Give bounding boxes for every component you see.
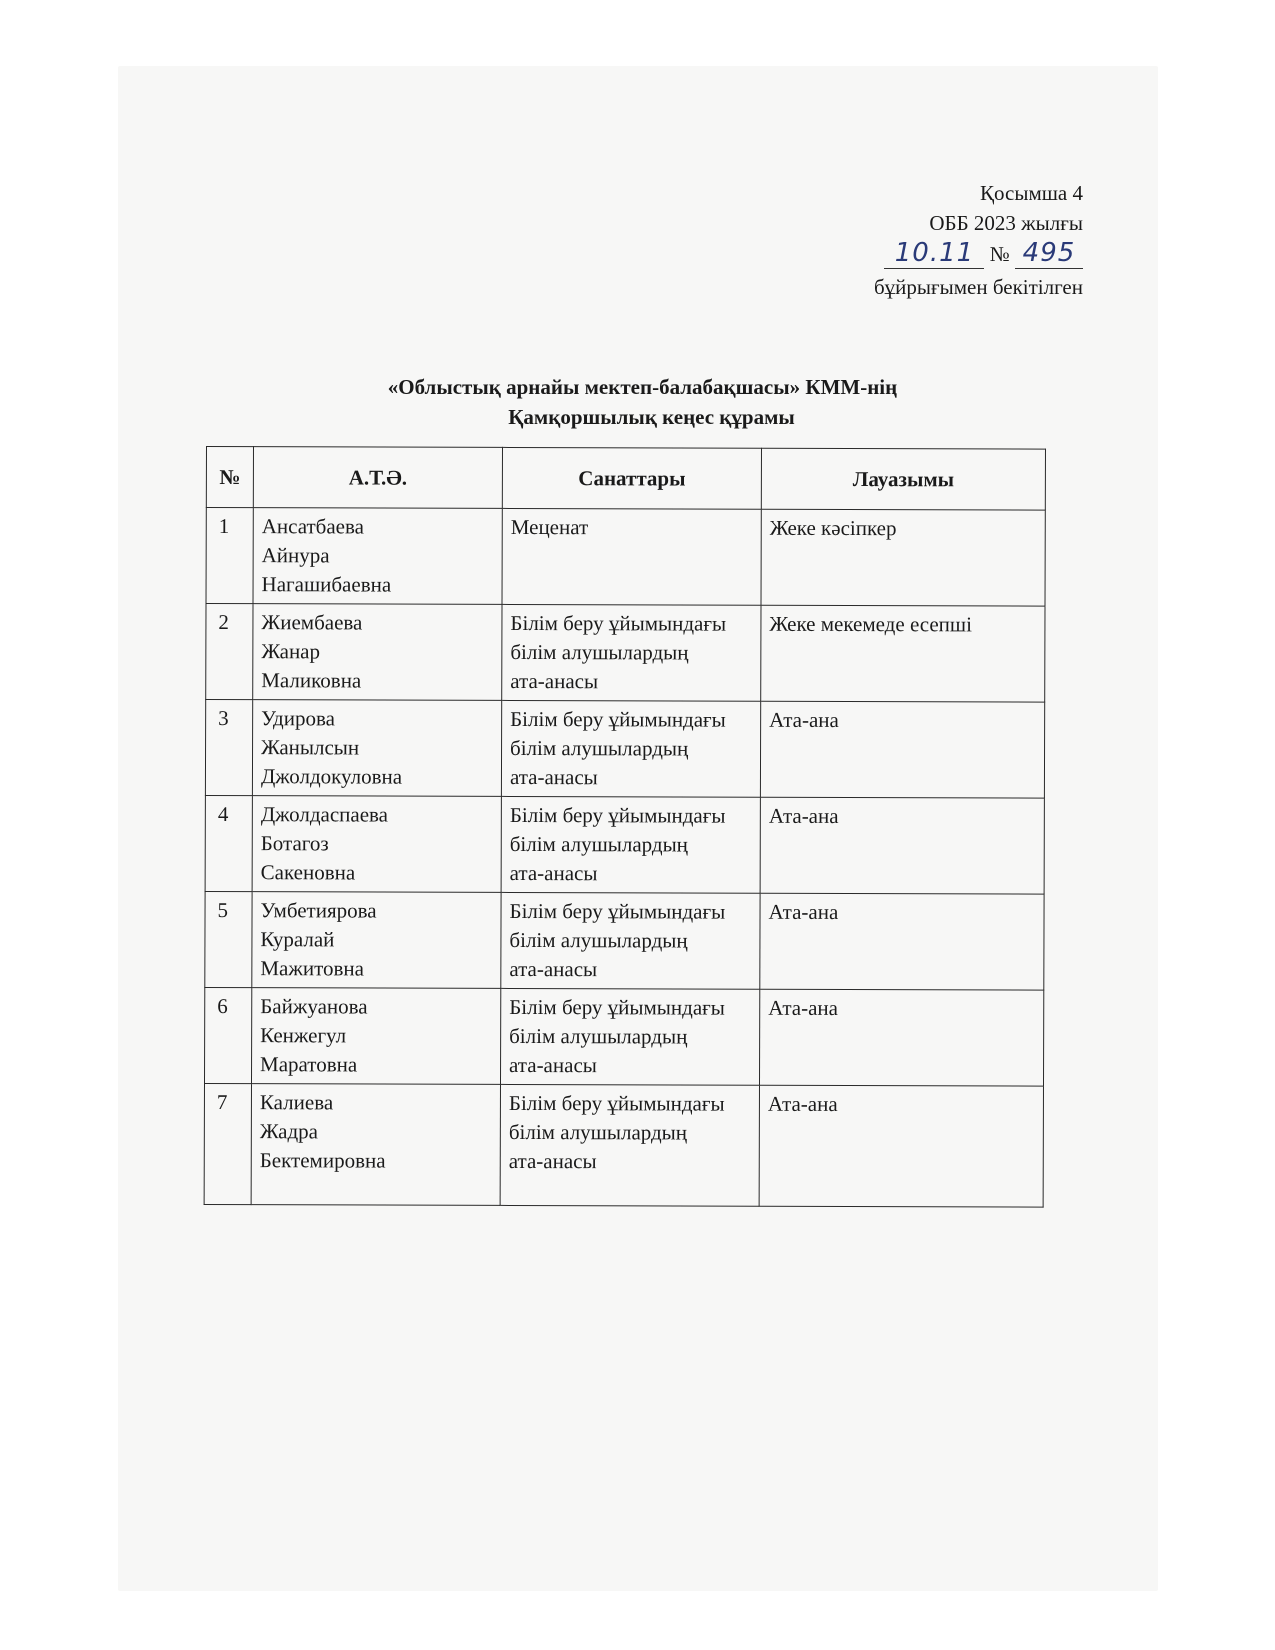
table-row	[205, 795, 1044, 894]
title-line-1: «Облыстық арнайы мектеп-балабақшасы» КММ-нің	[387, 375, 898, 399]
member-category: Білім беру ұйымындағы білім алушылардың ата-анасы	[502, 604, 761, 701]
member-category: Білім беру ұйымындағы білім алушылардың ата-анасы	[500, 1084, 759, 1206]
member-category: Меценат	[502, 508, 761, 605]
header-category: Санаттары	[502, 447, 761, 509]
document-title	[0, 372, 1275, 432]
table-row	[204, 1083, 1043, 1207]
member-name: Удирова Жанылсын Джолдокуловна	[252, 700, 501, 797]
appendix-label: Қосымша 4	[980, 181, 1083, 205]
member-name: Байжуанова Кенжегул Маратовна	[251, 988, 500, 1085]
order-year-line: ОББ 2023 жылғы	[929, 211, 1083, 235]
member-category: Білім беру ұйымындағы білім алушылардың ата-анасы	[501, 796, 760, 893]
member-position: Ата-ана	[760, 893, 1044, 990]
number-sign: №	[989, 242, 1010, 266]
member-category: Білім беру ұйымындағы білім алушылардың ата-анасы	[500, 988, 759, 1085]
appendix-header	[874, 178, 1083, 302]
row-number: 5	[205, 891, 252, 987]
member-position: Ата-ана	[759, 989, 1043, 1086]
member-name: Умбетиярова Куралай Мажитовна	[252, 892, 501, 989]
header-number: №	[206, 447, 253, 508]
table-row	[206, 508, 1045, 607]
table-row	[205, 700, 1044, 799]
member-position: Ата-ана	[759, 1085, 1043, 1207]
member-position: Жеке мекемеде есепші	[761, 605, 1045, 702]
header-full-name: А.Т.Ә.	[253, 447, 502, 509]
order-number-line	[874, 238, 1083, 272]
member-category: Білім беру ұйымындағы білім алушылардың ата-анасы	[501, 892, 760, 989]
table-header-row	[206, 447, 1045, 511]
member-name: Жиембаева Жанар Маликовна	[253, 604, 502, 701]
member-category: Білім беру ұйымындағы білім алушылардың ата-анасы	[501, 700, 760, 797]
council-members-table	[204, 446, 1046, 1208]
table-row	[206, 604, 1045, 703]
header-position: Лауазымы	[761, 448, 1045, 510]
row-number: 6	[204, 987, 251, 1083]
row-number: 1	[206, 508, 253, 604]
title-line-2: Қамқоршылық кеңес құрамы	[508, 405, 795, 429]
member-name: Калиева Жадра Бектемировна	[251, 1084, 500, 1206]
approval-line: бұйрығымен бекітілген	[873, 275, 1083, 299]
table-row	[205, 891, 1044, 990]
handwritten-date: 10.11	[884, 238, 984, 269]
row-number: 4	[205, 795, 252, 891]
member-name: Джолдаспаева Ботагоз Сакеновна	[252, 796, 501, 893]
member-position: Ата-ана	[760, 701, 1044, 798]
row-number: 7	[204, 1083, 251, 1204]
member-position: Ата-ана	[760, 797, 1044, 894]
table-row	[204, 987, 1043, 1086]
member-position: Жеке кәсіпкер	[761, 509, 1045, 606]
row-number: 3	[205, 700, 252, 796]
handwritten-order-number: 495	[1015, 238, 1083, 269]
row-number: 2	[206, 604, 253, 700]
member-name: Ансатбаева Айнура Нагашибаевна	[253, 508, 502, 605]
